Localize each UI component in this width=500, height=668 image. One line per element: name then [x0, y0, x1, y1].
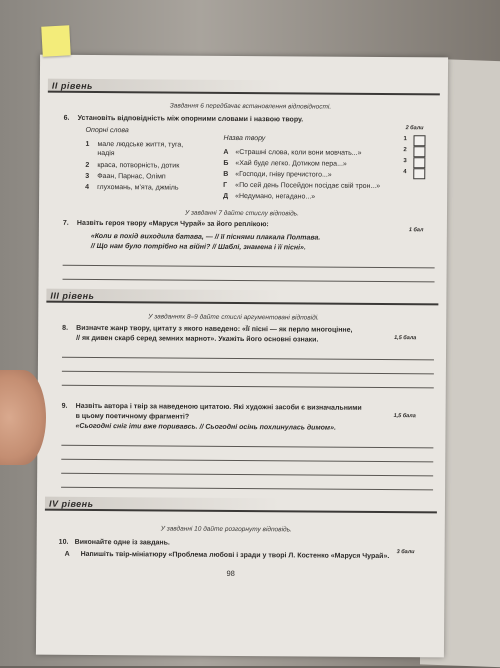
- q10-option-a-letter: А: [64, 550, 70, 558]
- answer-box-2[interactable]: [413, 146, 425, 157]
- q9-answer-line-1[interactable]: [61, 445, 433, 449]
- level-4-title: IV рівень: [48, 498, 94, 509]
- level-2-header: [48, 79, 440, 96]
- instruction-6: Завдання 6 передбачає встановлення відповідності.: [169, 102, 332, 111]
- q6-text: Установіть відповідність між опорними словами і назвою твору.: [77, 114, 304, 124]
- answer-box-4[interactable]: [413, 168, 425, 179]
- left-item-1-text-2: надія: [97, 149, 115, 158]
- q9-answer-line-3[interactable]: [61, 473, 433, 477]
- q7-points: 1 бал: [408, 227, 424, 234]
- q8-text-line-1: Визначте жанр твору, цитату з якого наведено: «Її пісні — як перло многоцінне,: [76, 324, 353, 334]
- q9-text-line-1: Назвіть автора і твір за наведеною цитатою. Які художні засоби є визначальними: [75, 402, 362, 412]
- q9-number: 9.: [61, 402, 68, 410]
- instruction-10: У завданні 10 дайте розгорнуту відповідь.: [160, 525, 292, 534]
- answer-box-label-3: 3: [403, 158, 407, 165]
- answer-box-3[interactable]: [413, 157, 425, 168]
- q7-text: Назвіть героя твору «Маруся Чурай» за його реплікою:: [76, 219, 269, 229]
- answer-box-label-2: 2: [403, 147, 407, 154]
- q9-answer-line-2[interactable]: [61, 459, 433, 463]
- right-item-b-letter: Б: [223, 159, 229, 167]
- left-item-3-text: Фаан, Парнас, Олімп: [97, 172, 166, 181]
- page-number: 98: [226, 568, 235, 578]
- q6-right-header: Назва твору: [223, 134, 266, 143]
- q7-number: 7.: [62, 219, 69, 227]
- right-item-d-letter: Д: [223, 192, 229, 200]
- q10-number: 10.: [58, 538, 69, 546]
- q8-text-line-2: // як дивен скарб серед земних марнот». Укажіть його основні ознаки.: [76, 334, 319, 344]
- right-item-v-text: «Господи, гніву пречистого...»: [235, 170, 332, 179]
- q9-quote: «Сьогодні сніг іти вже поривавсь. // Сьогодні осінь похлинулась димом».: [75, 422, 336, 432]
- left-item-4-text: глухомань, м’ята, джміль: [97, 183, 179, 192]
- q8-number: 8.: [62, 324, 69, 332]
- q7-quote-line-2: // Що нам було потрібно на війні? // Шаблі, знамена і її пісні».: [90, 242, 306, 252]
- right-item-a-text: «Страшні слова, коли вони мовчать...»: [235, 148, 362, 157]
- q7-quote-line-1: «Коли в похід виходила батава, — // її піснями плакала Полтава.: [90, 232, 321, 242]
- q6-left-header: Опорні слова: [85, 126, 129, 135]
- right-item-b-text: «Хай буде легко. Дотиком пера...»: [235, 159, 347, 168]
- left-item-1-num: 1: [85, 140, 90, 148]
- level-4-header: [45, 497, 437, 514]
- hand: [0, 370, 46, 465]
- sticky-note: [41, 25, 71, 56]
- instruction-7: У завданні 7 дайте стислу відповідь.: [184, 209, 299, 218]
- q7-answer-line-1[interactable]: [63, 265, 435, 269]
- left-item-1-text: мале людське життя, туга,: [97, 140, 184, 149]
- left-item-3-num: 3: [85, 172, 90, 180]
- q10-points: 3 бали: [396, 549, 415, 556]
- answer-box-1[interactable]: [413, 135, 425, 146]
- answer-box-label-1: 1: [403, 136, 407, 143]
- q10-option-a-text: Напишіть твір-мініатюру «Проблема любові і зради у творі Л. Костенко «Маруся Чурай».: [80, 550, 390, 561]
- q9-answer-line-4[interactable]: [61, 487, 433, 491]
- q6-points: 2 бали: [405, 125, 424, 132]
- instruction-8-9: У завданнях 8–9 дайте стислі аргументовані відповіді.: [148, 313, 319, 322]
- right-item-v-letter: В: [223, 170, 229, 178]
- left-item-2-num: 2: [85, 161, 90, 169]
- q6-number: 6.: [63, 114, 70, 122]
- q7-answer-line-2[interactable]: [63, 279, 435, 283]
- right-item-d-text: «Недумано, негадано...»: [235, 192, 316, 201]
- q8-points: 1,5 бала: [394, 335, 417, 342]
- right-item-g-text: «По сей день Посейдон посідає свій трон...»: [235, 181, 381, 190]
- right-item-a-letter: А: [223, 148, 229, 156]
- q9-points: 1,5 бала: [393, 413, 416, 420]
- textbook-page: [36, 55, 448, 658]
- left-item-2-text: краса, потворність, дотик: [97, 161, 180, 170]
- level-3-header: [46, 289, 438, 306]
- q8-answer-line-3[interactable]: [62, 385, 434, 389]
- q9-text-line-2: в цьому поетичному фрагменті?: [75, 412, 190, 421]
- q8-answer-line-2[interactable]: [62, 371, 434, 375]
- q8-answer-line-1[interactable]: [62, 357, 434, 361]
- right-item-g-letter: Г: [223, 181, 228, 189]
- q10-text: Виконайте одне із завдань.: [74, 538, 170, 547]
- left-item-4-num: 4: [85, 183, 90, 191]
- level-3-title: III рівень: [50, 290, 95, 301]
- level-2-title: II рівень: [51, 80, 93, 91]
- answer-box-label-4: 4: [403, 169, 407, 176]
